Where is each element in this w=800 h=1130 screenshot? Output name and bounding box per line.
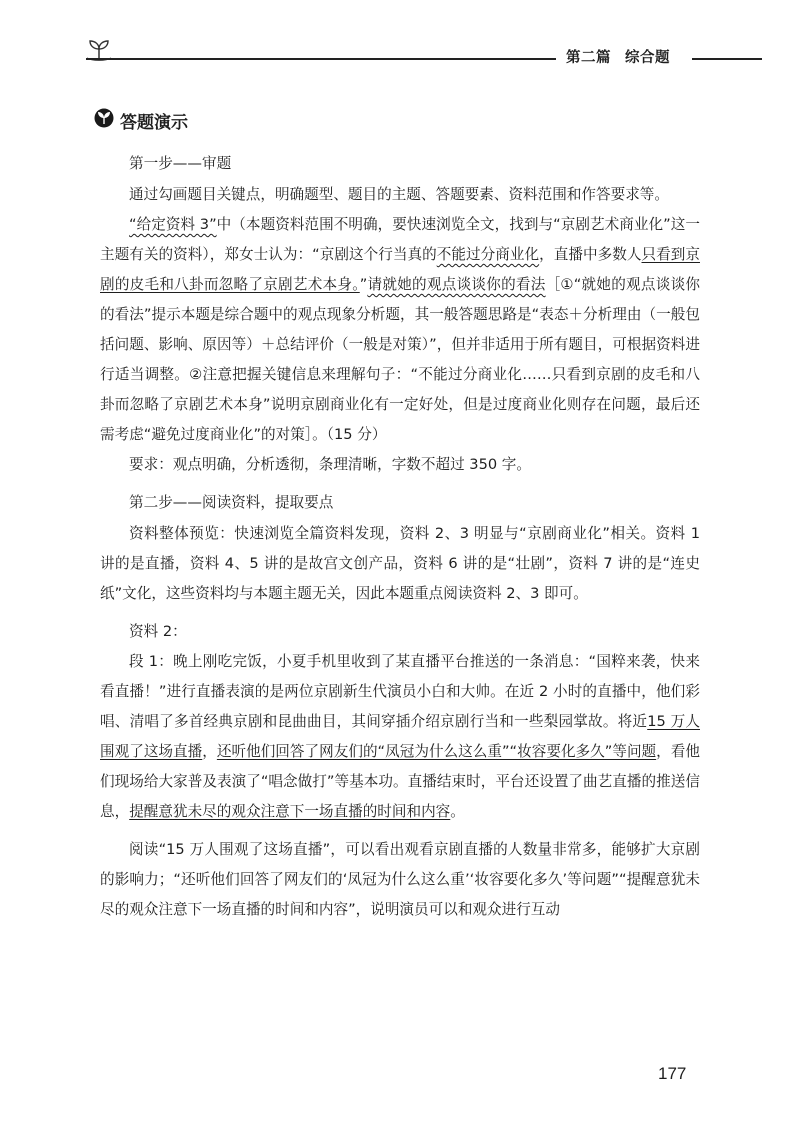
p1-comma: ，	[202, 743, 217, 760]
requirement: 要求：观点明确，分析透彻，条理清晰，字数不超过 350 字。	[129, 456, 531, 473]
header-part: 第二篇	[566, 50, 611, 66]
material-overview: 资料整体预览：快速浏览全篇资料发现，资料 2、3 明显与“京剧商业化”相关。资料 1 讲的是直播，资料 4、5 讲的是故宫文创产品，资料 6 讲的是“壮剧”，资料 7 讲的是“连史纸”文化，这些资料均与本题主题无关，因此本题重点阅读资料 2、3 即可。	[100, 525, 700, 602]
material-label: 资料 2：	[129, 623, 187, 640]
header-rule	[86, 58, 556, 60]
p1-key-b: 还听他们回答了网友们的“凤冠为什么这么重”“妆容要化多久”等问题	[216, 743, 657, 760]
question-task: 请就她的观点谈谈你的看法	[367, 276, 546, 293]
step1-title: 第一步——审题	[129, 155, 232, 172]
p1-text-b: ，看他们现场给大家普及表演了“唱念做打”等基本功。直播结束时，平台还设置了曲艺直播的推送信息，	[100, 743, 700, 820]
header-rule-right	[692, 58, 762, 60]
question-paragraph	[100, 210, 700, 450]
answer-demo-icon	[94, 108, 114, 128]
p1-key-a: 15 万人围观了这场直播	[100, 713, 700, 760]
question-keyword-2: 只看到京剧的皮毛和八卦而忽略了京剧艺术本身。	[100, 246, 700, 293]
running-header	[566, 46, 670, 67]
page-number: 177	[658, 1064, 687, 1083]
header-title: 综合题	[625, 50, 670, 66]
question-text: ，直播中多数人	[539, 246, 642, 263]
question-source: “给定资料 3”	[129, 216, 217, 233]
question-quote-close: ”	[359, 276, 368, 293]
section-title: 答题演示	[120, 113, 188, 133]
question-scope: 中（本题资料范围不明确，要快速浏览全文，找到与“京剧艺术商业化”这一主题有关的资料），郑女士认为：“京剧这个行当真的	[100, 216, 700, 263]
p1-text-a: 段 1：晚上刚吃完饭，小夏手机里收到了某直播平台推送的一条消息：“国粹来袭，快来看直播！”进行直播表演的是两位京剧新生代演员小白和大帅。在近 2 小时的直播中，他们彩唱、清唱了多首经典京剧和昆曲曲目，其间穿插介绍京剧行当和一些梨园掌故。将近	[100, 653, 700, 730]
question-keyword: 不能过分商业化	[436, 246, 540, 263]
analysis-paragraph: 阅读“15 万人围观了这场直播”，可以看出观看京剧直播的人数量非常多，能够扩大京剧的影响力；“还听他们回答了网友们的‘凤冠为什么这么重’‘妆容要化多久’等问题”“提醒意犹未尽的观众注意下一场直播的时间和内容”，说明演员可以和观众进行互动	[100, 841, 700, 918]
p1-period: 。	[450, 803, 465, 820]
page-body	[100, 146, 700, 925]
step1-intro: 通过勾画题目关键点，明确题型、题目的主题、答题要素、资料范围和作答要求等。	[129, 186, 669, 203]
material-paragraph	[100, 647, 700, 827]
question-notes: ［①“就她的观点谈谈你的看法”提示本题是综合题中的观点现象分析题，其一般答题思路是“表态＋分析理由（一般包括问题、影响、原因等）＋总结评价（一般是对策）”，但并非适用于所有题目，可根据资料进行适当调整。②注意把握关键信息来理解句子：“不能过分商业化……只看到京剧的皮毛和八卦而忽略了京剧艺术本身”说明京剧商业化有一定好处，但是过度商业化则存在问题，最后还需考虑“避免过度商业化”的对策］。（15 分）	[100, 276, 700, 443]
p1-key-c: 提醒意犹未尽的观众注意下一场直播的时间和内容	[129, 803, 451, 820]
step2-title: 第二步——阅读资料，提取要点	[129, 494, 334, 511]
